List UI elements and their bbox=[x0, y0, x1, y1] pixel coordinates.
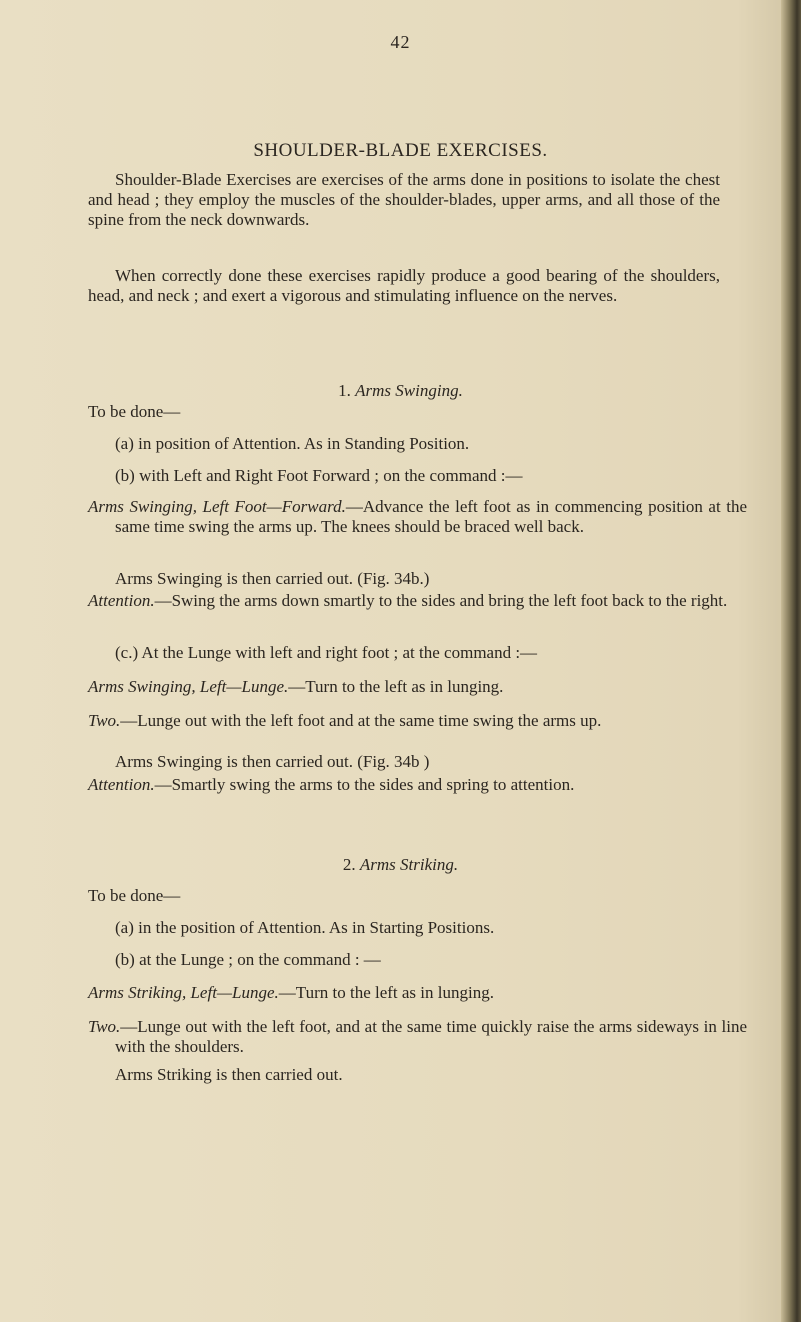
section-2-number: 2. bbox=[342, 855, 356, 874]
command-label: Arms Swinging, Left Foot—Forward. bbox=[88, 497, 346, 516]
command-attention-2 bbox=[88, 775, 747, 795]
command-text: —Lunge out with the left foot and at the same time swing the arms up. bbox=[120, 711, 602, 730]
command-arms-swinging-left-foot bbox=[88, 497, 747, 537]
command-two-2 bbox=[88, 1017, 747, 1057]
page-number: 42 bbox=[390, 32, 411, 52]
command-label: Attention. bbox=[88, 775, 155, 794]
section-1-heading bbox=[0, 381, 801, 401]
command-text: —Lunge out with the left foot, and at the same time quickly raise the arms sideways in line with the shoulders. bbox=[115, 1017, 747, 1056]
command-label: Two. bbox=[88, 1017, 121, 1036]
section-2-title: Arms Striking. bbox=[359, 855, 459, 874]
command-arms-swinging-left-lunge bbox=[88, 677, 747, 697]
section-2-item-b: (b) at the Lunge ; on the command : — bbox=[115, 950, 381, 969]
section-2-heading bbox=[0, 855, 801, 875]
command-label: Arms Swinging, Left—Lunge. bbox=[88, 677, 289, 696]
command-label: Two. bbox=[88, 711, 121, 730]
command-label: Arms Striking, Left—Lunge. bbox=[88, 983, 279, 1002]
section-1-title: Arms Swinging. bbox=[355, 381, 463, 400]
section-2-lead: To be done— bbox=[88, 886, 181, 905]
section-1-item-a: (a) in position of Attention. As in Standing Position. bbox=[115, 434, 470, 453]
section-2-last-line: Arms Striking is then carried out. bbox=[115, 1065, 343, 1084]
figure-reference-2: Arms Swinging is then carried out. (Fig. 34b ) bbox=[115, 752, 430, 771]
command-text: —Turn to the left as in lunging. bbox=[278, 983, 494, 1002]
section-2-item-a: (a) in the position of Attention. As in Starting Positions. bbox=[115, 918, 495, 937]
figure-reference-1: Arms Swinging is then carried out. (Fig. 34b.) bbox=[115, 569, 430, 588]
command-label: Attention. bbox=[88, 591, 155, 610]
section-1-item-b: (b) with Left and Right Foot Forward ; on the command :— bbox=[115, 466, 523, 485]
command-text: —Advance the left foot as in commencing position at the same time swing the arms up. The knees should be braced well back. bbox=[115, 497, 748, 536]
section-1-lead: To be done— bbox=[88, 402, 181, 421]
command-text: —Turn to the left as in lunging. bbox=[288, 677, 504, 696]
intro-paragraph-2: When correctly done these exercises rapidly produce a good bearing of the shoulders, head, and neck ; and exert a vigorous and stimulating influence on the nerves. bbox=[88, 266, 720, 305]
page-edge-shadow bbox=[781, 0, 801, 1322]
section-1-item-c: (c.) At the Lunge with left and right foot ; at the command :— bbox=[115, 643, 538, 662]
section-1-number: 1. bbox=[338, 381, 351, 400]
command-two-1 bbox=[88, 711, 747, 731]
command-arms-striking-left-lunge bbox=[88, 983, 747, 1003]
intro-paragraph-1: Shoulder-Blade Exercises are exercises of the arms done in positions to isolate the chest and head ; they employ the muscles of the shoulder-blades, upper arms, and all those of the spine from the neck downwards. bbox=[88, 170, 720, 229]
command-attention-1 bbox=[88, 591, 747, 611]
command-text: —Smartly swing the arms to the sides and spring to attention. bbox=[154, 775, 575, 794]
command-text: —Swing the arms down smartly to the sides and bring the left foot back to the right. bbox=[154, 591, 728, 610]
chapter-title: SHOULDER-BLADE EXERCISES. bbox=[253, 140, 548, 161]
